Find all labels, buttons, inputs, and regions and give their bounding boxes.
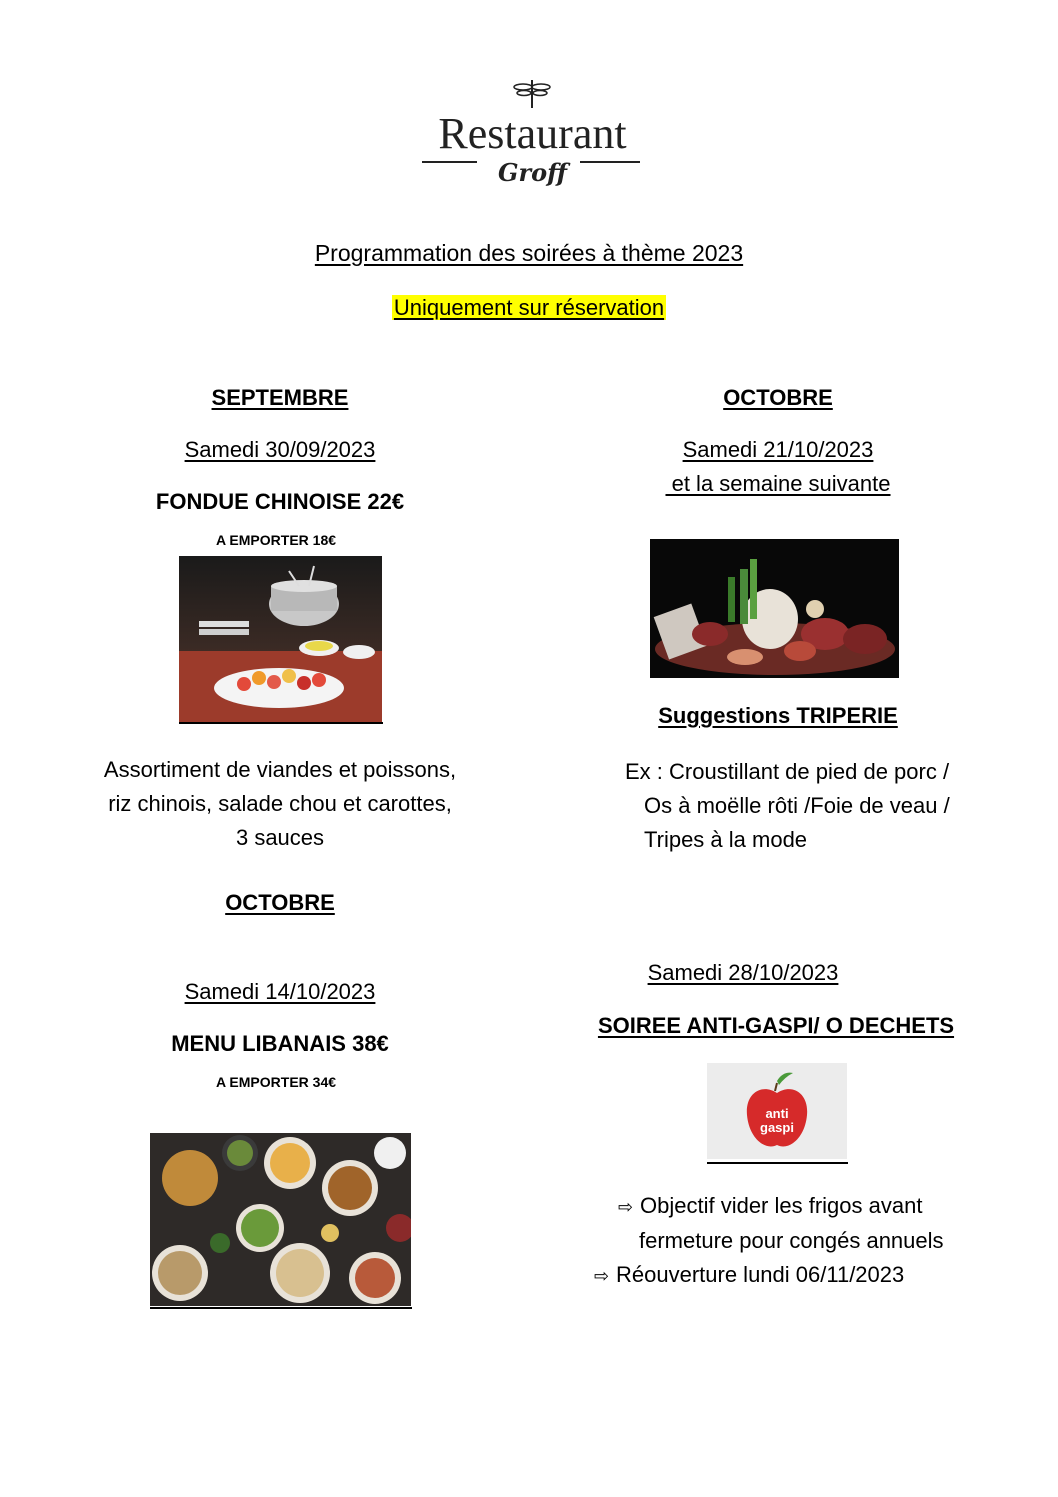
reservation-note: Uniquement sur réservation <box>393 295 665 320</box>
triperie-heading: Suggestions TRIPERIE <box>658 703 898 728</box>
event-date-extension: et la semaine suivante <box>665 471 891 496</box>
description-line: Os à moëlle rôti /Foie de veau / <box>644 793 950 818</box>
event-date: Samedi 14/10/2023 <box>184 979 376 1004</box>
right-arrow-outline-icon: ⇨ <box>594 1266 610 1286</box>
description-line: 3 sauces <box>235 825 325 850</box>
event-date: Samedi 21/10/2023 <box>682 437 874 462</box>
description-line: Tripes à la mode <box>644 827 808 852</box>
month-heading-october: OCTOBRE <box>723 385 833 410</box>
description-line: Ex : Croustillant de pied de porc / <box>625 759 950 784</box>
anti-gaspi-bullet-1 <box>618 1189 1048 1258</box>
takeaway-price: A EMPORTER 18€ <box>215 532 337 548</box>
description-line: riz chinois, salade chou et carottes, <box>108 791 452 816</box>
triperie-description <box>625 755 1045 857</box>
subtitle-wrapper <box>0 295 1058 321</box>
fondue-description <box>60 753 500 855</box>
event-date: Samedi 28/10/2023 <box>647 960 839 985</box>
photo-underline <box>707 1162 848 1164</box>
bullet-text: Réouverture lundi 06/11/2023 <box>616 1262 905 1287</box>
dragonfly-icon <box>512 78 552 108</box>
takeaway-price: A EMPORTER 34€ <box>215 1074 337 1090</box>
anti-gaspi-logo <box>707 1063 847 1159</box>
logo-text: gaspi <box>760 1120 794 1135</box>
logo-text: anti <box>765 1106 789 1121</box>
event-date: Samedi 30/09/2023 <box>184 437 376 462</box>
description-line: Assortiment de viandes et poissons, <box>103 757 457 782</box>
photo-underline <box>179 722 383 724</box>
fondue-photo <box>179 556 382 722</box>
right-arrow-outline-icon: ⇨ <box>618 1197 634 1217</box>
bullet-text: Objectif vider les frigos avant <box>640 1193 923 1218</box>
anti-gaspi-bullet-2 <box>594 1258 1024 1293</box>
month-heading-september: SEPTEMBRE <box>211 385 349 410</box>
lebanese-photo <box>150 1133 411 1306</box>
anti-gaspi-heading: SOIREE ANTI-GASPI/ O DECHETS <box>597 1013 955 1038</box>
month-heading-october: OCTOBRE <box>225 890 335 915</box>
dish-title: MENU LIBANAIS 38€ <box>171 1031 389 1056</box>
restaurant-logo <box>420 78 645 203</box>
dish-title: FONDUE CHINOISE 22€ <box>155 489 405 514</box>
bullet-text: fermeture pour congés annuels <box>639 1228 944 1253</box>
logo-wordmark: Restaurant <box>438 109 627 158</box>
triperie-photo <box>650 539 899 678</box>
logo-subtitle: Groff <box>498 158 567 187</box>
page-title: Programmation des soirées à thème 2023 <box>314 240 744 266</box>
photo-underline <box>150 1307 412 1309</box>
